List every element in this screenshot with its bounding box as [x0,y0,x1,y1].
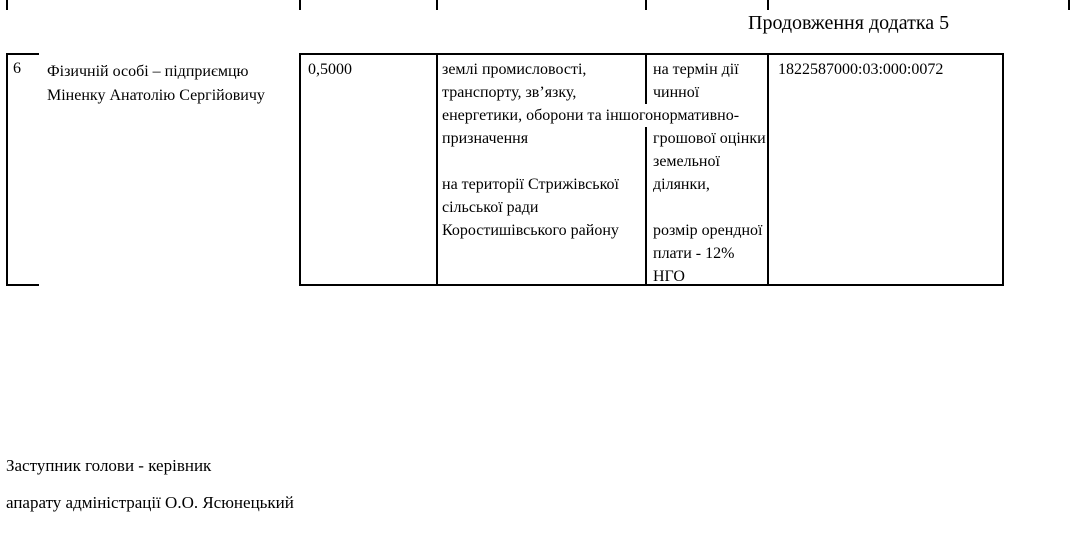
remnant-border-3 [436,0,438,10]
lease-terms-cell [653,58,766,288]
lease-terms-line: НГО [653,268,685,285]
lease-terms-line: нормативно- [653,107,740,124]
remnant-border-4 [645,0,647,10]
continuation-heading: Продовження додатка 5 [748,12,950,34]
land-use-line: транспорту, зв’язку, [442,84,577,101]
lease-terms-line: ділянки, [653,176,710,193]
lease-terms-line [653,196,766,219]
land-use-line: призначення [442,130,529,147]
lessee-line: Міненку Анатолію Сергійовичу [47,87,265,104]
remnant-border-1 [6,0,8,10]
column-divider-land-use [436,53,438,286]
row-number-bottom-border [6,284,39,286]
area-cell: 0,5000 [308,61,352,78]
row-left-border [6,53,8,286]
lessee-cell [47,60,265,108]
lessee-line: Фізичній особі – підприємцю [47,63,249,80]
row-number-cell: 6 [13,60,21,77]
signatory-name-line: апарату адміністрації О.О. Ясюнецький [6,493,294,512]
lease-terms-line: плати - 12% [653,245,735,262]
lease-terms-line: грошової оцінки [653,130,766,147]
land-use-line: на території Стрижівської [442,176,619,193]
column-divider-cadastral [767,53,769,286]
lease-terms-line: на термін дії [653,61,739,78]
land-use-line: енергетики, оборони та іншого [442,104,658,127]
land-use-line: сільської ради [442,199,539,216]
remnant-border-6 [1068,0,1070,10]
remnant-border-2 [299,0,301,10]
land-use-line: Коростишівського району [442,222,619,239]
lease-terms-line: земельної [653,153,720,170]
row-number-top-border [6,53,39,55]
land-use-cell [442,58,658,242]
lease-terms-line: чинної [653,84,700,101]
land-use-line: землі промисловості, [442,61,587,78]
remnant-border-5 [767,0,769,10]
land-use-line [442,150,658,173]
cadastral-number-cell: 1822587000:03:000:0072 [778,61,944,78]
lease-terms-line: розмір орендної [653,222,763,239]
signatory-title-line: Заступник голови - керівник [6,456,212,475]
